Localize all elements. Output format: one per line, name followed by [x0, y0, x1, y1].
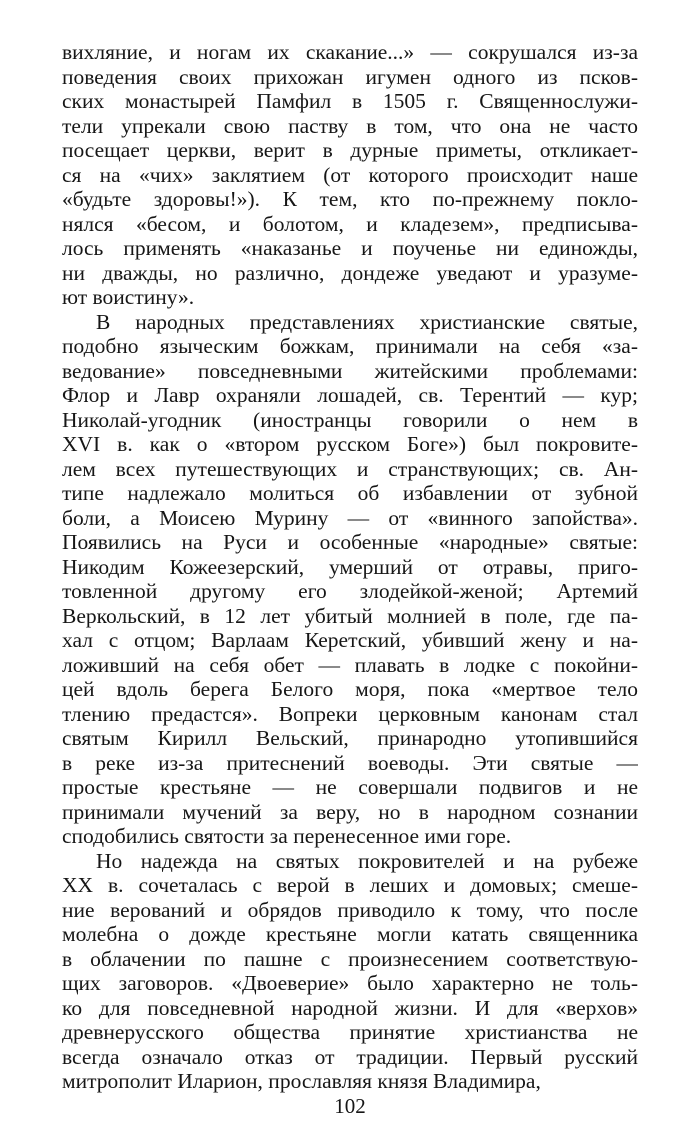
- text-line: ских монастырей Памфил в 1505 г. Священнослужи-: [62, 89, 638, 113]
- text-line: принимали мучений за веру, но в народном сознании: [62, 799, 638, 824]
- paragraph: [62, 849, 638, 1094]
- text-line: Веркольский, в 12 лет убитый молнией в поле, где па-: [62, 603, 638, 628]
- text-line: Никодим Кожеезерский, умерший от отравы, приго-: [62, 554, 638, 579]
- text-line: XVI в. как о «втором русском Боге») был покровите-: [62, 432, 638, 456]
- text-line: святым Кирилл Вельский, принародно утопившийся: [62, 726, 638, 750]
- text-line: ложивший на себя обет — плавать в лодке с покойни-: [62, 652, 638, 677]
- text-line: ко для повседневной народной жизни. И для «верхов»: [62, 995, 638, 1020]
- text-line: сподобились святости за перенесенное ими горе.: [62, 824, 512, 848]
- text-line: молебна о дожде крестьяне могли катать священника: [62, 922, 638, 946]
- text-line: простые крестьяне — не совершали подвигов и не: [62, 775, 638, 799]
- text-line: Флор и Лавр охраняли лошадей, св. Терентий — кур;: [62, 383, 638, 407]
- text-line: подобно языческим божкам, принимали на себя «за-: [62, 334, 638, 358]
- text-line: нялся «бесом, и болотом, и кладезем», предписыва-: [62, 211, 638, 236]
- text-line: Николай-угодник (иностранцы говорили о нем в: [62, 407, 638, 432]
- text-line: цей вдоль берега Белого моря, пока «мертвое тело: [62, 677, 638, 701]
- text-line: митрополит Иларион, прославляя князя Владимира,: [62, 1069, 541, 1093]
- text-line: тлению предастся». Вопреки церковным канонам стал: [62, 701, 638, 726]
- text-body: [62, 40, 638, 1094]
- text-line: в реке из-за притеснений воеводы. Эти святые —: [62, 750, 638, 775]
- text-line: поведения своих прихожан игумен одного из псков-: [62, 64, 638, 89]
- text-line: ни дважды, но различно, дондеже уведают и уразуме-: [62, 260, 638, 285]
- text-line: древнерусского общества принятие христианства не: [62, 1020, 638, 1044]
- text-line: Появились на Руси и особенные «народные» святые:: [62, 530, 638, 554]
- text-line: тели упрекали свою паству в том, что она не часто: [62, 113, 638, 138]
- text-line: В народных представлениях христианские святые,: [96, 309, 638, 334]
- text-line: XX в. сочеталась с верой в леших и домовых; смеше-: [62, 873, 638, 897]
- text-line: ют воистину».: [62, 285, 195, 309]
- text-line: ся на «чих» заклятием (от которого происходит наше: [62, 162, 638, 187]
- text-line: боли, а Моисею Мурину — от «винного запойства».: [62, 505, 638, 530]
- page-number: 102: [334, 1094, 366, 1118]
- text-line: всегда означало отказ от традиции. Первый русский: [62, 1044, 638, 1069]
- text-line: Но надежда на святых покровителей и на рубеже: [96, 848, 638, 873]
- text-line: ведование» повседневными житейскими проблемами:: [62, 358, 638, 383]
- paragraph: [62, 310, 638, 849]
- text-line: щих заговоров. «Двоеверие» было характерно не толь-: [62, 971, 638, 995]
- text-line: лем всех путешествующих и странствующих; св. Ан-: [62, 456, 638, 481]
- text-line: в облачении по пашне с произнесением соответствую-: [62, 946, 638, 971]
- paragraph: [62, 40, 638, 310]
- text-line: лось применять «наказанье и поученье ни единожды,: [62, 236, 638, 260]
- text-line: посещает церкви, верит в дурные приметы, откликает-: [62, 138, 638, 162]
- text-line: товленной другому его злодейкой-женой; Артемий: [62, 579, 638, 603]
- text-line: хал с отцом; Варлаам Керетский, убивший жену и на-: [62, 628, 638, 652]
- text-line: вихляние, и ногам их скакание...» — сокрушался из-за: [62, 40, 638, 64]
- text-line: ние верований и обрядов приводило к тому, что после: [62, 897, 638, 922]
- text-line: типе надлежало молиться об избавлении от зубной: [62, 481, 638, 505]
- text-line: «будьте здоровы!»). К тем, кто по-прежнему покло-: [62, 187, 638, 211]
